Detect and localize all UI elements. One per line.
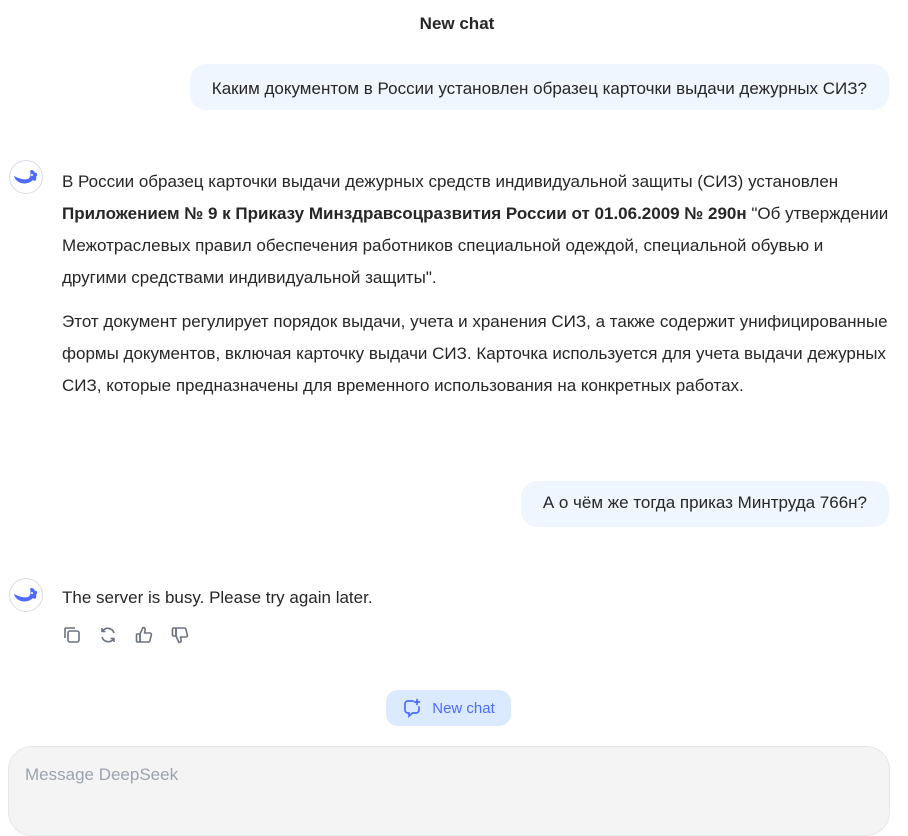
deepseek-whale-icon: [13, 167, 39, 187]
like-button[interactable]: [133, 624, 155, 646]
message-composer: [8, 746, 890, 836]
new-chat-label: New chat: [432, 699, 495, 717]
deepseek-avatar-2: [9, 578, 43, 612]
message-actions: [61, 624, 191, 646]
dislike-button[interactable]: [169, 624, 191, 646]
page-title: New chat: [419, 14, 495, 33]
regenerate-button[interactable]: [97, 624, 119, 646]
user-message: Каким документом в России установлен образец карточки выдачи дежурных СИЗ?: [190, 64, 889, 110]
message-input[interactable]: [25, 765, 865, 785]
deepseek-avatar: [9, 160, 43, 194]
deepseek-whale-icon: [13, 585, 39, 605]
new-chat-button[interactable]: [386, 690, 511, 726]
copy-icon: [62, 625, 82, 645]
assistant-error-message: The server is busy. Please try again later.: [62, 588, 373, 607]
new-chat-icon: [402, 698, 422, 718]
assistant-rest-text: "Об утверждении Межотраслевых правил обеспечения работников специальной одеждой, специальной обувью и другими средствами индивидуальной защиты".: [62, 204, 889, 287]
user-message-2: А о чём же тогда приказ Минтруда 766н?: [521, 481, 889, 527]
assistant-paragraph-text: Этот документ регулирует порядок выдачи, учета и хранения СИЗ, а также содержит унифицированные формы документов, включая карточку выдачи СИЗ. Карточка используется для учета выдачи дежурных СИЗ, которые предназначены для временного использования на конкретных работах.: [62, 312, 888, 395]
copy-button[interactable]: [61, 624, 83, 646]
thumbs-up-icon: [134, 625, 154, 645]
assistant-message-paragraph-2: [62, 306, 892, 402]
assistant-intro-text: В России образец карточки выдачи дежурных средств индивидуальной защиты (СИЗ) установлен: [62, 172, 839, 191]
regenerate-icon: [98, 625, 118, 645]
assistant-bold-reference: Приложением № 9 к Приказу Минздравсоцразвития России от 01.06.2009 № 290н: [62, 204, 747, 223]
assistant-message-paragraph: [62, 166, 892, 294]
thumbs-down-icon: [170, 625, 190, 645]
